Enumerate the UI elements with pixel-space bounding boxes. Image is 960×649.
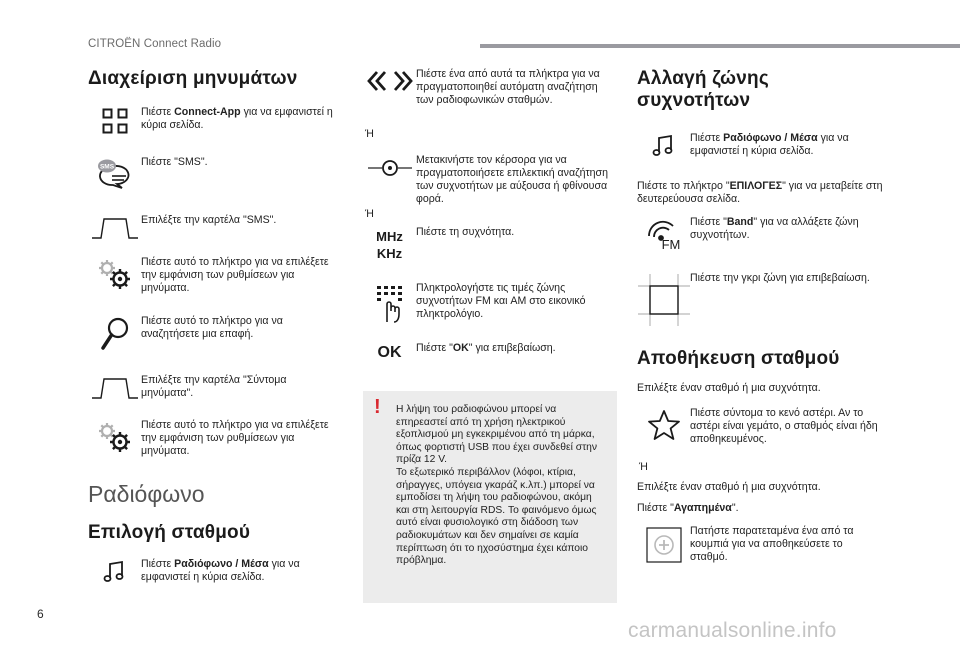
- band-change-title: Αλλαγή ζώνης συχνοτήτων: [637, 68, 769, 111]
- short-messages-tab-row: [88, 374, 340, 419]
- settings-text-2: Πιέστε αυτό το πλήκτρο για να επιλέξετε την εμφάνιση των ρυθμίσεων για μηνύματα.: [141, 419, 329, 457]
- slider-text: Μετακινήστε τον κέρσορα για να πραγματοποιήσετε επιλεκτική αναζήτηση των συχνοτήτων με αύξουσα ή φθίνουσα φορά.: [416, 154, 608, 205]
- band-fm-row: [637, 216, 883, 272]
- mhz-label: MHz: [376, 229, 403, 244]
- music-note-icon: [88, 558, 141, 584]
- tab-icon: [88, 374, 141, 400]
- ok-label: OK: [377, 344, 402, 361]
- add-favorite-text: Πατήστε παρατεταμένα ένα από τα κουμπιά για να αποθηκεύσετε το σταθμό.: [690, 525, 854, 563]
- search-contact-text: Πιέστε αυτό το πλήκτρο για να αναζητήσετε μια επαφή.: [141, 315, 283, 340]
- star-icon: [637, 407, 690, 441]
- page-number: 6: [37, 607, 44, 621]
- reception-note-text-2: Το εξωτερικό περιβάλλον (λόφοι, κτίρια, σήραγγες, υπόγεια γκαράζ κ.λπ.) μπορεί να εμποδίσει τη λήψη του ραδιοφώνου, ακόμη και στη λειτουργία RDS. Το φαινόμενο όμως αυτό είναι φυσιολογικό στη διάδοση των ραδιοκυμάτων και δεν σημαίνει σε καμία περίπτωση ότι το ηχοσύστημα έχει κάποιο πρόβλημα.: [396, 466, 597, 567]
- radio-heading: Ραδιόφωνο: [88, 481, 205, 507]
- settings-gears-icon: [88, 419, 141, 455]
- slider-cursor-icon: [363, 154, 416, 180]
- mhz-khz-text: Πιέστε τη συχνότητα.: [416, 226, 515, 238]
- music-note-icon: [637, 132, 690, 158]
- band-radio-text: Πιέστε Ραδιόφωνο / Μέσα για να εμφανιστεί η κύρια σελίδα.: [690, 132, 849, 157]
- station-select-row: [88, 558, 340, 584]
- fm-label: FM: [661, 237, 680, 252]
- fm-radio-icon: [637, 216, 690, 252]
- mhz-khz-icon: [363, 226, 416, 262]
- keypad-row: [363, 282, 617, 342]
- settings-gears-icon: [88, 256, 141, 292]
- warning-icon: !: [374, 396, 381, 418]
- magnifier-icon: [88, 315, 141, 351]
- sms-row: [88, 156, 340, 214]
- khz-label: KHz: [376, 246, 403, 261]
- sms-text: Πιέστε "SMS".: [141, 156, 208, 168]
- short-messages-tab-text: Επιλέξτε την καρτέλα "Σύντομα μηνύματα".: [141, 374, 287, 399]
- station-select-title: Επιλογή σταθμού: [88, 522, 251, 543]
- grey-zone-text: Πιέστε την γκρι ζώνη για επιβεβαίωση.: [690, 272, 870, 284]
- grid-icon: [88, 106, 141, 134]
- sms-tab-row: [88, 214, 340, 256]
- sms-badge-label: SMS: [99, 163, 114, 171]
- band-radio-row: [637, 132, 883, 180]
- messages-column: [88, 68, 340, 584]
- slider-row: [363, 154, 617, 208]
- star-text: Πιέστε σύντομα το κενό αστέρι. Αν το αστέρι είναι γεμάτο, ο σταθμός είναι ήδη αποθηκευμένος.: [690, 407, 878, 445]
- station-select-text: Πιέστε Ραδιόφωνο / Μέσα για να εμφανιστεί η κύρια σελίδα.: [141, 558, 300, 583]
- options-paragraph: Πιέστε το πλήκτρο "ΕΠΙΛΟΓΕΣ" για να μεταβείτε στη δευτερεύουσα σελίδα.: [637, 180, 883, 205]
- keypad-text: Πληκτρολογήστε τις τιμές ζώνης συχνοτήτων FM και AM στο εικονικό πληκτρολόγιο.: [416, 282, 586, 320]
- mhz-khz-row: [363, 226, 617, 282]
- sms-bubble-icon: [88, 156, 141, 190]
- messages-section-title: Διαχείριση μηνυμάτων: [88, 68, 298, 89]
- seek-arrows-icon: [363, 68, 416, 92]
- store-select-para-1: Επιλέξτε έναν σταθμό ή μια συχνότητα.: [637, 382, 821, 394]
- connect-app-text: Πιέστε Connect-App για να εμφανιστεί η κύρια σελίδα.: [141, 106, 333, 131]
- grey-zone-icon: [637, 272, 690, 326]
- manual-header-title: CITROËN Connect Radio: [88, 38, 222, 50]
- ok-icon: [363, 342, 416, 362]
- connect-app-row: [88, 106, 340, 156]
- reception-note-text-1: Η λήψη του ραδιοφώνου μπορεί να επηρεαστεί από τη χρήση ηλεκτρικού εξοπλισμού μη εγκεκριμένου από τη μάρκα, όπως φορτιστή USB που έχει συνδεθεί στην πρίζα 12 V.: [396, 404, 598, 466]
- keypad-icon: [363, 282, 416, 324]
- tab-icon: [88, 214, 141, 240]
- ok-text: Πιέστε "OK" για επιβεβαίωση.: [416, 342, 556, 354]
- seek-row: [363, 68, 617, 128]
- watermark: carmanualsonline.info: [628, 619, 837, 642]
- header-accent-bar: [480, 44, 960, 48]
- ok-row: [363, 342, 617, 362]
- store-select-para-2: Επιλέξτε έναν σταθμό ή μια συχνότητα.: [637, 481, 821, 493]
- band-fm-text: Πιέστε "Band" για να αλλάξετε ζώνη συχνοτήτων.: [690, 216, 859, 241]
- store-station-title: Αποθήκευση σταθμού: [637, 348, 840, 369]
- settings-row-1: [88, 256, 340, 315]
- add-favorite-row: [637, 525, 883, 564]
- sms-tab-text: Επιλέξτε την καρτέλα "SMS".: [141, 214, 277, 226]
- grey-zone-row: [637, 272, 883, 348]
- seek-text: Πιέστε ένα από αυτά τα πλήκτρα για να πραγματοποιηθεί αυτόματη αναζήτηση των ραδιοφωνικών σταθμών.: [416, 68, 600, 106]
- add-button-icon: [637, 525, 690, 563]
- or-separator: Ή: [365, 128, 374, 140]
- band-store-column: [637, 68, 883, 564]
- star-row: [637, 407, 883, 461]
- search-contact-row: [88, 315, 340, 374]
- favorites-para: Πιέστε "Αγαπημένα".: [637, 502, 739, 514]
- or-separator: Ή: [639, 461, 648, 473]
- settings-text-1: Πιέστε αυτό το πλήκτρο για να επιλέξετε την εμφάνιση των ρυθμίσεων για μηνύματα.: [141, 256, 329, 294]
- or-separator: Ή: [365, 208, 374, 220]
- reception-note: [363, 391, 617, 603]
- settings-row-2: [88, 419, 340, 475]
- frequency-column: [363, 68, 617, 362]
